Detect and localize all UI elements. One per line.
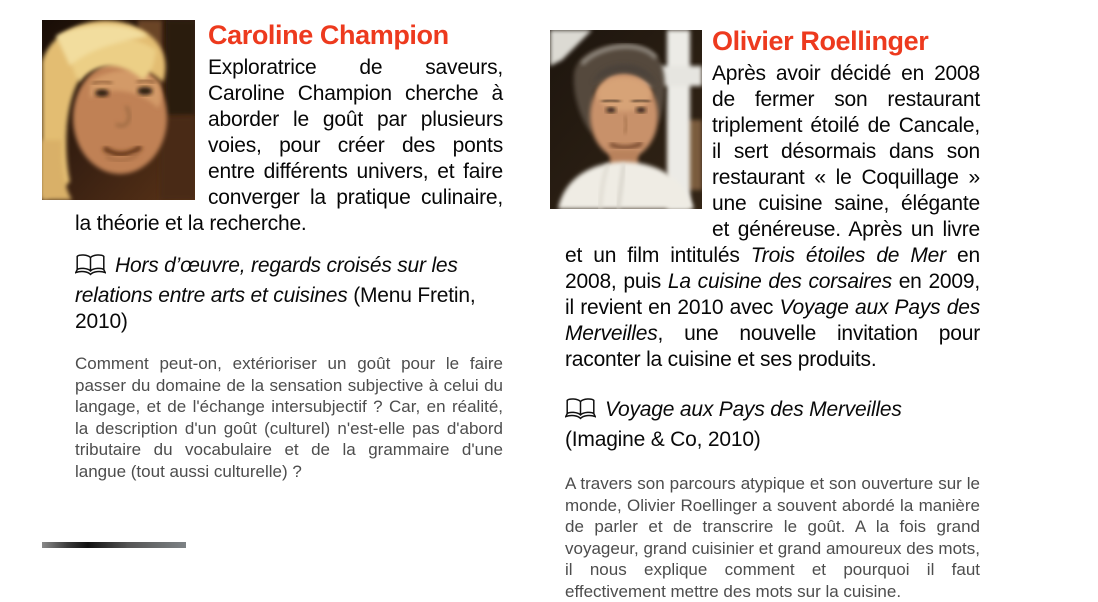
open-book-icon [565, 397, 596, 427]
caroline-body-paragraph: Comment peut-on, extérioriser un goût pour le faire passer du domaine de la sensation subjective à celui du langage, et de l'échange intersubjectif ? Car, en réalité, la description d'un goût (culturel) n'est-elle pas d'abord tributaire du vocabulaire et de la grammaire d'une langue (tout aussi culturelle) ? [75, 354, 503, 481]
profile-caroline-champion [75, 20, 503, 482]
olivier-intro: Après avoir décidé en 2008 de fermer son restaurant triplement étoilé de Cancale, il sert désormais dans son restaurant « le Coquillage » une cuisine saine, élégante et généreuse. Après un livre et un film intitulés Trois étoiles de Mer en 2008, puis La cuisine des corsaires en 2009, il revient en 2010 avec Voyage aux Pays des Merveilles, une nouvelle invitation pour raconter la cuisine et ses produits. [565, 62, 981, 371]
profile-olivier-roellinger [565, 26, 980, 602]
caroline-photo [42, 20, 195, 200]
caroline-book-text: Hors d’œuvre, regards croisés sur les relations entre arts et cuisines (Menu Fretin, 2010) [75, 254, 476, 333]
olivier-book-text: Voyage aux Pays des Merveilles (Imagine & Co, 2010) [565, 398, 902, 451]
caroline-intro: Exploratrice de saveurs, Caroline Champion cherche à aborder le goût par plusieurs voies, pour créer des ponts entre différents univers, et faire converger la pratique culinaire, la théorie et la recherche. [75, 56, 503, 235]
olivier-photo [550, 30, 702, 209]
next-section-photo-edge [42, 542, 186, 548]
caroline-name-title: Caroline Champion [208, 20, 449, 50]
open-book-icon [75, 253, 106, 283]
olivier-body-paragraph: A travers son parcours atypique et son ouverture sur le monde, Olivier Roellinger a souvent abordé la manière de parler et de transcrire le goût. A la fois grand voyageur, grand cuisinier et grand amoureux des mots, il nous explique comment et pourquoi il faut effectivement mettre des mots sur la cuisine. [565, 474, 980, 601]
olivier-book-reference [565, 397, 980, 453]
caroline-book-reference [75, 253, 503, 335]
olivier-name-title: Olivier Roellinger [712, 26, 929, 56]
